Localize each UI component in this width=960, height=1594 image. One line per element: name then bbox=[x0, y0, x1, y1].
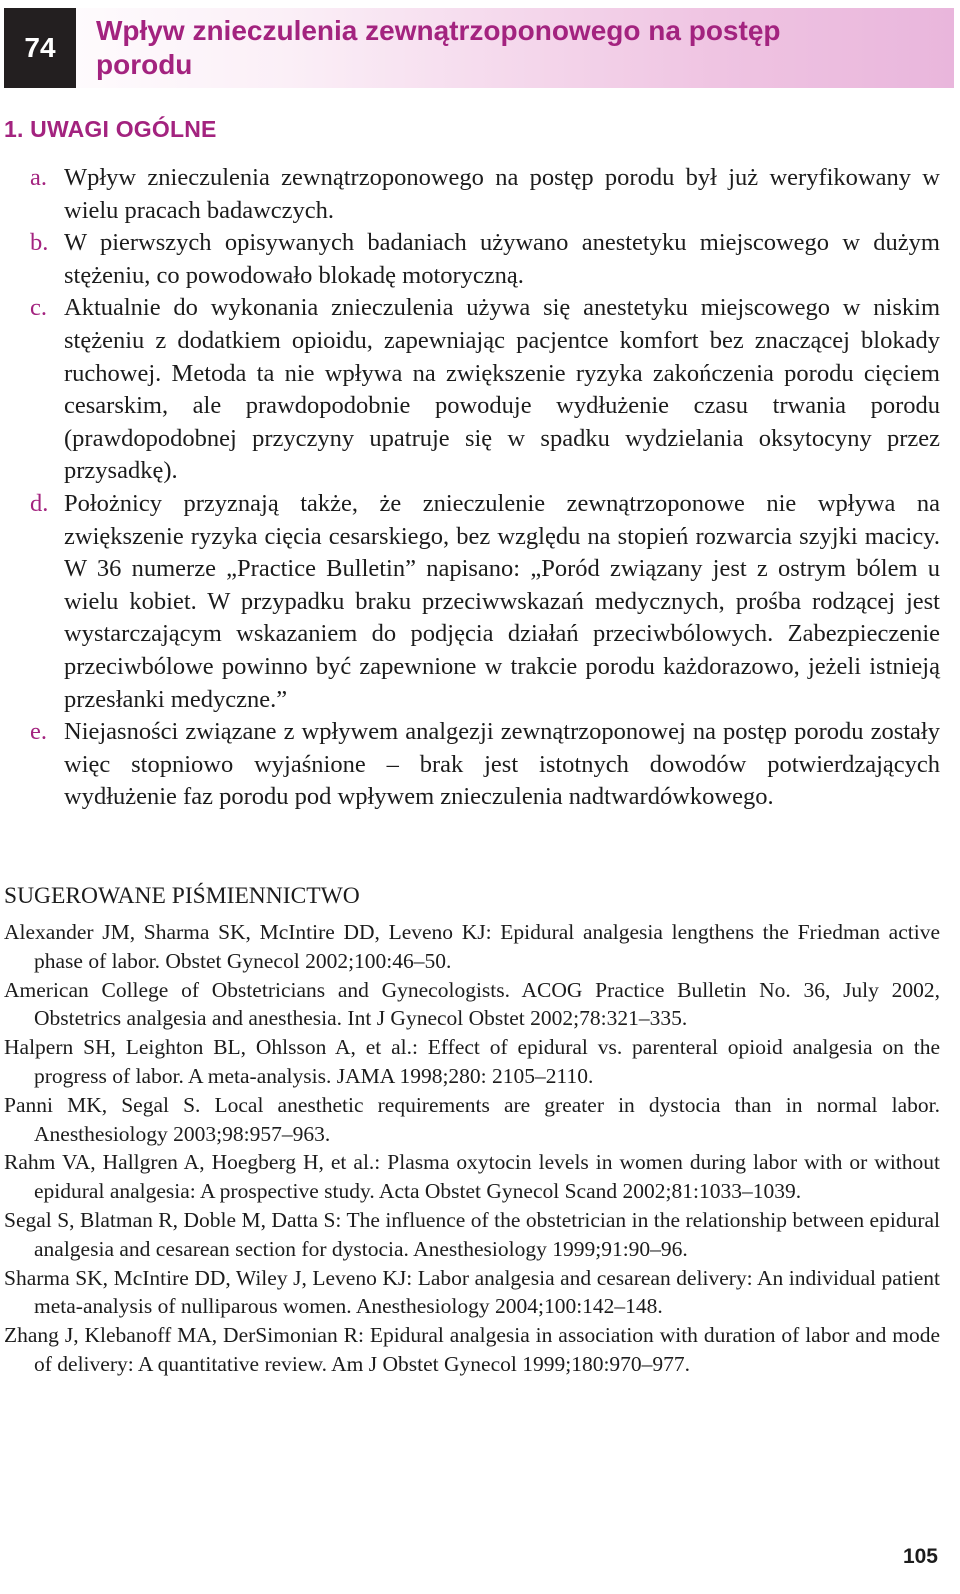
list-item bbox=[30, 227, 940, 292]
list-item bbox=[30, 292, 940, 488]
reference-item: Zhang J, Klebanoff MA, DerSimonian R: Epidural analgesia in association with duration of labor and mode of delivery: A quantitative review. Am J Obstet Gynecol 1999;180:970–977. bbox=[4, 1323, 940, 1376]
list-item-text: Niejasności związane z wpływem analgezji zewnątrzoponowej na postęp porodu zostały więc stopniowo wyjaśnione – brak jest istotnych dowodów potwierdzających wydłużenie faz porodu pod wpływem znieczulenia nadtwardówkowego. bbox=[64, 718, 940, 811]
reference-item: Rahm VA, Hallgren A, Hoegberg H, et al.: Plasma oxytocin levels in women during labor with or without epidural analgesia: A prospective study. Acta Obstet Gynecol Scand 2002;81:1033–1039. bbox=[4, 1150, 940, 1204]
page-number: 105 bbox=[902, 1545, 938, 1568]
list-item-text: Aktualnie do wykonania znieczulenia używa się anestetyku miejscowego w niskim stężeniu z dodatkiem opioidu, zapewniając pacjentce komfort bez znaczącej blokady ruchowej. Metoda ta nie wpływa na zwiększenie ryzyka zakończenia porodu cięciem cesarskim, ale prawdopodobnie powoduje wydłużenie czasu trwania porodu (prawdopodobnej przyczyny upatruje się w spadku wydzielania oksytocyny przez przysadkę). bbox=[64, 294, 940, 485]
references-list bbox=[4, 918, 940, 1379]
reference-item: Alexander JM, Sharma SK, McIntire DD, Leveno KJ: Epidural analgesia lengthens the Friedman active phase of labor. Obstet Gynecol 2002;100:46–50. bbox=[4, 920, 940, 973]
chapter-title: Wpływ znieczulenia zewnątrzoponowego na postęp porodu bbox=[96, 15, 781, 80]
list-item-text: Wpływ znieczulenia zewnątrzoponowego na postęp porodu był już weryfikowany w wielu pracach badawczych. bbox=[64, 164, 940, 224]
list-marker: a. bbox=[30, 164, 47, 191]
list-item bbox=[30, 488, 940, 716]
chapter-header bbox=[4, 8, 954, 88]
list-item bbox=[30, 716, 940, 814]
reference-item: American College of Obstetricians and Gynecologists. ACOG Practice Bulletin No. 36, July 2002, Obstetrics analgesia and anesthesia. Int J Gynecol Obstet 2002;78:321–335. bbox=[4, 977, 940, 1031]
list-marker: c. bbox=[30, 294, 47, 322]
list-item-text: Położnicy przyznają także, że znieczulenie zewnątrzoponowe nie wpływa na zwiększenie ryzyka cięcia cesarskiego, bez względu na stopień rozwarcia szyjki macicy. W 36 numerze „Practice Bulletin” napisano: „Poród związany jest z ostrym bólem u wielu kobiet. W przypadku braku przeciwwskazań medycznych, prośba rodzącej jest wystarczającym wskazaniem do podjęcia działań przeciwbólowych. Zabezpieczenie przeciwbólowe powinno być zapewnione w trakcie porodu każdorazowo, jeżeli istnieją przesłanki medyczne.” bbox=[64, 489, 940, 713]
list-marker: e. bbox=[30, 718, 47, 746]
reference-item: Halpern SH, Leighton BL, Ohlsson A, et al.: Effect of epidural vs. parenteral opioid analgesia on the progress of labor. A meta-analysis. JAMA 1998;280: 2105–2110. bbox=[4, 1035, 940, 1088]
reference-item: Sharma SK, McIntire DD, Wiley J, Leveno KJ: Labor analgesia and cesarean delivery: An individual patient meta-analysis of nulliparous women. Anesthesiology 2004;100:142–148. bbox=[4, 1265, 940, 1319]
reference-item: Segal S, Blatman R, Doble M, Datta S: The influence of the obstetrician in the relationship between epidural analgesia and cesarean section for dystocia. Anesthesiology 1999;91:90–96. bbox=[4, 1207, 940, 1261]
list-marker: d. bbox=[30, 489, 49, 517]
list-marker: b. bbox=[30, 229, 49, 257]
chapter-number: 74 bbox=[4, 8, 76, 88]
list-item bbox=[30, 162, 940, 227]
list-item-text: W pierwszych opisywanych badaniach używano anestetyku miejscowego w dużym stężeniu, co powodowało blokadę motoryczną. bbox=[64, 229, 940, 289]
reference-item: Panni MK, Segal S. Local anesthetic requirements are greater in dystocia than in normal labor. Anesthesiology 2003;98:957–963. bbox=[4, 1092, 940, 1146]
references-heading: SUGEROWANE PIŚMIENNICTWO bbox=[4, 883, 360, 909]
section-heading: 1. UWAGI OGÓLNE bbox=[4, 116, 217, 142]
general-remarks-list bbox=[30, 162, 940, 814]
